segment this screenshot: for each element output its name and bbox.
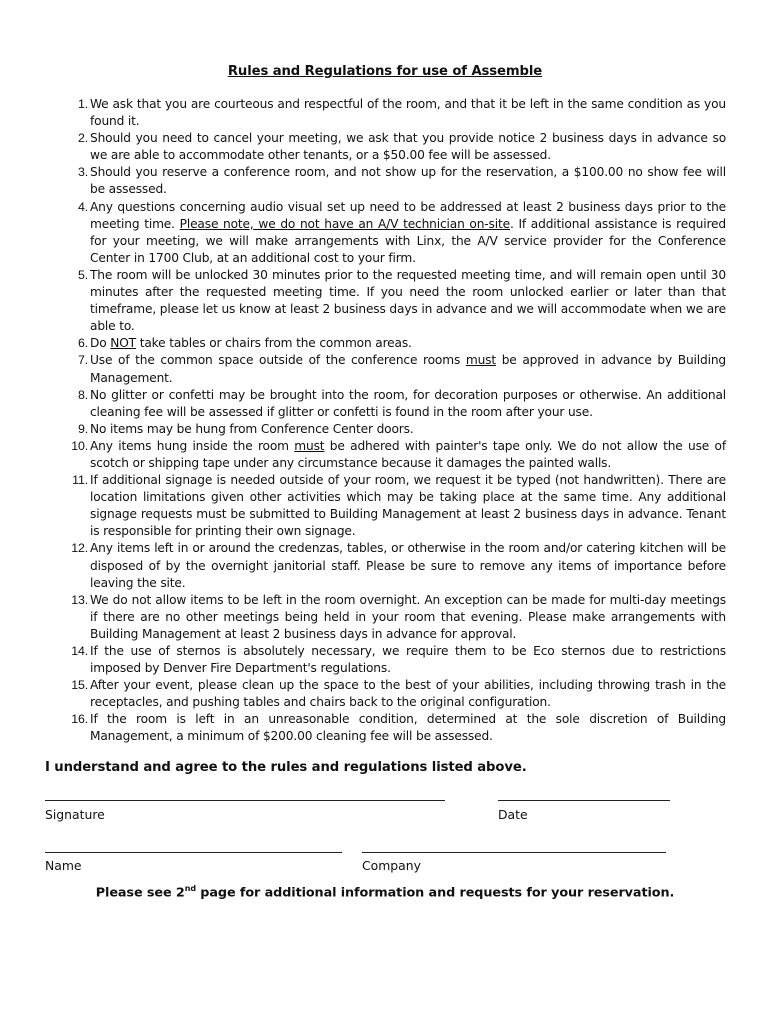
rule-item: 2. Should you need to cancel your meeting, we ask that you provide notice 2 business days in advance so we are able to accommodate other tenants, or a $50.00 fee will be assessed. <box>77 131 726 163</box>
rule-item: 14. If the use of sternos is absolutely necessary, we require them to be Eco sternos due to restrictions imposed by Denver Fire Department's regulations. <box>71 644 726 676</box>
rule-item: 12. Any items left in or around the credenzas, tables, or otherwise in the room and/or catering kitchen will be disposed of by the overnight janitorial staff. Please be sure to remove any items of importance before leaving the site. <box>71 541 726 590</box>
rule-item: 1. We ask that you are courteous and respectful of the room, and that it be left in the same condition as you found it. <box>77 97 726 129</box>
date-label: Date <box>498 807 528 822</box>
underlined-emphasis: must <box>465 353 496 368</box>
rule-item: 16. If the room is left in an unreasonable condition, determined at the sole discretion of Building Management, a minimum of $200.00 cleaning fee will be assessed. <box>71 712 726 744</box>
underlined-emphasis: must <box>294 438 325 453</box>
name-line[interactable] <box>45 852 342 853</box>
rules-list <box>71 96 726 746</box>
agreement-statement: I understand and agree to the rules and regulations listed above. <box>45 760 527 775</box>
date-line[interactable] <box>498 800 670 801</box>
rule-item: 10. Any items hung inside the room must be adhered with painter's tape only. We do not allow the use of scotch or shipping tape under any circumstance because it damages the painted walls. <box>71 438 726 470</box>
signature-line[interactable] <box>45 800 445 801</box>
underlined-emphasis: NOT <box>110 336 136 351</box>
rule-item: 5. The room will be unlocked 30 minutes prior to the requested meeting time, and will remain open until 30 minutes after the requested meeting time. If you need the room unlocked earlier or later than that timeframe, please let us know at least 2 business days in advance and we will accommodate when we are able to. <box>77 267 726 334</box>
page-title: Rules and Regulations for use of Assemble <box>227 64 543 79</box>
underlined-note: Please note, we do not have an A/V technician on-site <box>179 216 510 231</box>
name-label: Name <box>45 858 82 873</box>
rule-item: 7. Use of the common space outside of the conference rooms must be approved in advance by Building Management. <box>77 353 726 385</box>
signature-label: Signature <box>45 807 105 822</box>
company-line[interactable] <box>362 852 666 853</box>
rule-item: 4. Any questions concerning audio visual set up need to be addressed at least 2 business days prior to the meeting time. Please note, we do not have an A/V technician on-site. If additional assistance is required for your meeting, we will make arrangements with Linx, the A/V service provider for the Conference Center in 1700 Club, at an additional cost to your firm. <box>77 199 726 265</box>
rule-item: 9. No items may be hung from Conference Center doors. <box>77 421 414 436</box>
rule-item: 13. We do not allow items to be left in the room overnight. An exception can be made for multi-day meetings if there are no other meetings being held in your room that evening. Please make arrangements with Building Management at least 2 business days in advance for approval. <box>71 592 726 641</box>
company-label: Company <box>362 858 421 873</box>
rule-item: 8. No glitter or confetti may be brought into the room, for decoration purposes or otherwise. An additional cleaning fee will be assessed if glitter or confetti is found in the room after your use. <box>77 387 726 419</box>
rule-item: 3. Should you reserve a conference room, and not show up for the reservation, a $100.00 no show fee will be assessed. <box>77 165 726 197</box>
rule-item: 6. Do NOT take tables or chairs from the common areas. <box>77 336 412 351</box>
footer-note: Please see 2nd page for additional information and requests for your reservation. <box>95 884 675 901</box>
rule-item: 11. If additional signage is needed outside of your room, we request it be typed (not handwritten). There are location limitations given other activities which may be taking place at the same time. Any additional signage requests must be submitted to Building Management at least 2 business days in advance. Tenant is responsible for printing their own signage. <box>72 473 726 539</box>
rule-item: 15. After your event, please clean up the space to the best of your abilities, including throwing trash in the receptacles, and pushing tables and chairs back to the original configuration. <box>71 678 726 710</box>
